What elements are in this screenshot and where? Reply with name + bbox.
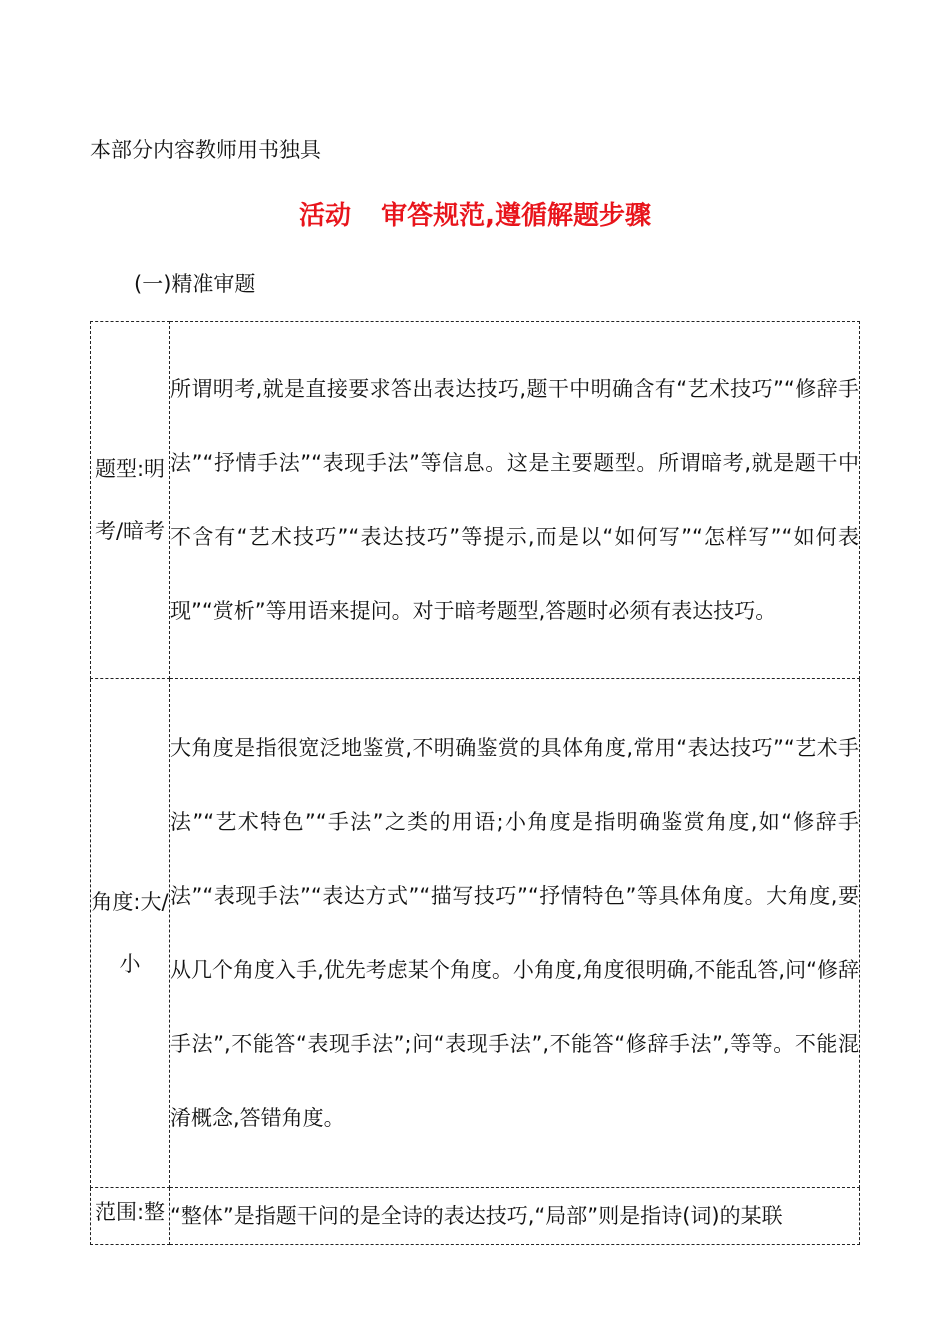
activity-title: [0, 196, 950, 236]
table-row: [91, 1188, 860, 1245]
teacher-edition-note: 本部分内容教师用书独具: [90, 138, 321, 162]
table-row: [91, 322, 860, 679]
row-label-angle: 角度:大/小: [91, 679, 170, 1188]
row-content-angle: 大角度是指很宽泛地鉴赏,不明确鉴赏的具体角度,常用“表达技巧”“艺术手法”“艺术特色”“手法”之类的用语;小角度是指明确鉴赏角度,如“修辞手法”“表现手法”“表达方式”“描写技巧”“抒情特色”等具体角度。大角度,要从几个角度入手,优先考虑某个角度。小角度,角度很明确,不能乱答,问“修辞手法”,不能答“表现手法”;问“表现手法”,不能答“修辞手法”,等等。不能混淆概念,答错角度。: [170, 679, 860, 1188]
row-content-question-type: 所谓明考,就是直接要求答出表达技巧,题干中明确含有“艺术技巧”“修辞手法”“抒情手法”“表现手法”等信息。这是主要题型。所谓暗考,就是题干中不含有“艺术技巧”“表达技巧”等提示,而是以“如何写”“怎样写”“如何表现”“赏析”等用语来提问。对于暗考题型,答题时必须有表达技巧。: [170, 322, 860, 679]
section-heading: (一)精准审题: [134, 272, 256, 296]
row-content-scope: “整体”是指题干问的是全诗的表达技巧,“局部”则是指诗(词)的某联: [170, 1188, 860, 1245]
row-label-scope: 范围:整: [91, 1188, 170, 1245]
row-label-question-type: 题型:明考/暗考: [91, 322, 170, 679]
table-row: [91, 679, 860, 1188]
exam-review-table: [90, 321, 860, 1245]
activity-title-text: 审答规范,遵循解题步骤: [381, 201, 651, 231]
activity-title-label: 活动: [299, 201, 352, 231]
